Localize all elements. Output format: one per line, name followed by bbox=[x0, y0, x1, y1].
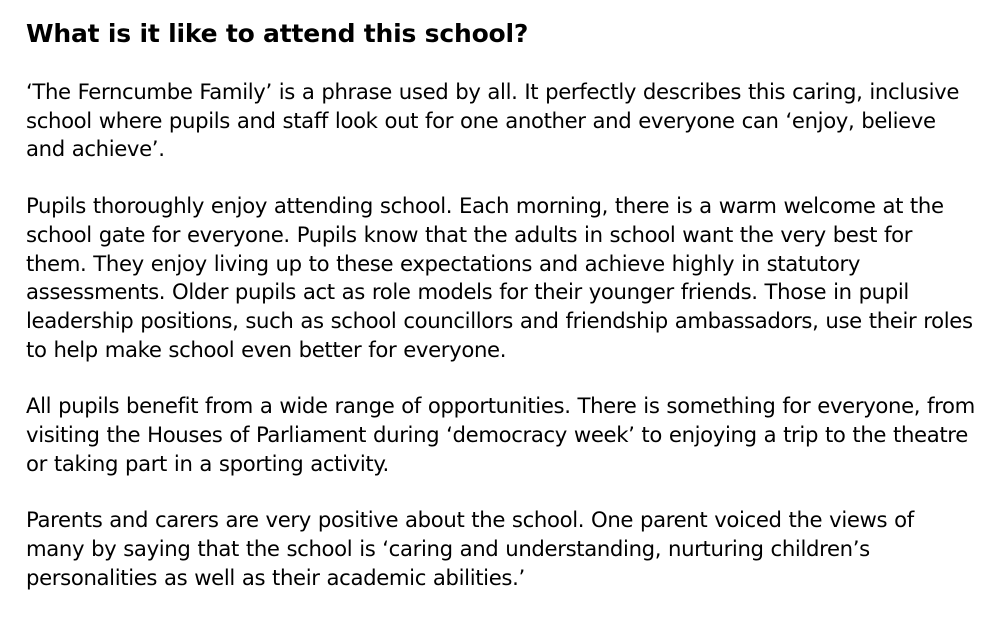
paragraph-enjoy-attending: Pupils thoroughly enjoy attending school. Each morning, there is a warm welcome at the school gate for everyone. Pupils know that the adults in school want the very best for them. They enjoy living up to these expectations and achieve highly in statutory assessments. Older pupils act as role models for their younger friends. Those in pupil leadership positions, such as school councillors and friendship ambassadors, use their roles to help make school even better for everyone. bbox=[26, 193, 973, 362]
document-page bbox=[26, 16, 976, 621]
paragraph-opportunities: All pupils benefit from a wide range of opportunities. There is something for everyone, from visiting the Houses of Parliament during ‘democracy week’ to enjoying a trip to the theatre or taking part in a sporting activity. bbox=[26, 393, 975, 476]
section-heading: What is it like to attend this school? bbox=[26, 19, 529, 48]
paragraph-parents-carers: Parents and carers are very positive about the school. One parent voiced the views of many by saying that the school is ‘caring and understanding, nurturing children’s personalities as well as their academic abilities.’ bbox=[26, 507, 914, 590]
paragraph-ferncumbe-family: ‘The Ferncumbe Family’ is a phrase used by all. It perfectly describes this caring, inclusive school where pupils and staff look out for one another and everyone can ‘enjoy, believe and achieve’. bbox=[26, 79, 960, 162]
